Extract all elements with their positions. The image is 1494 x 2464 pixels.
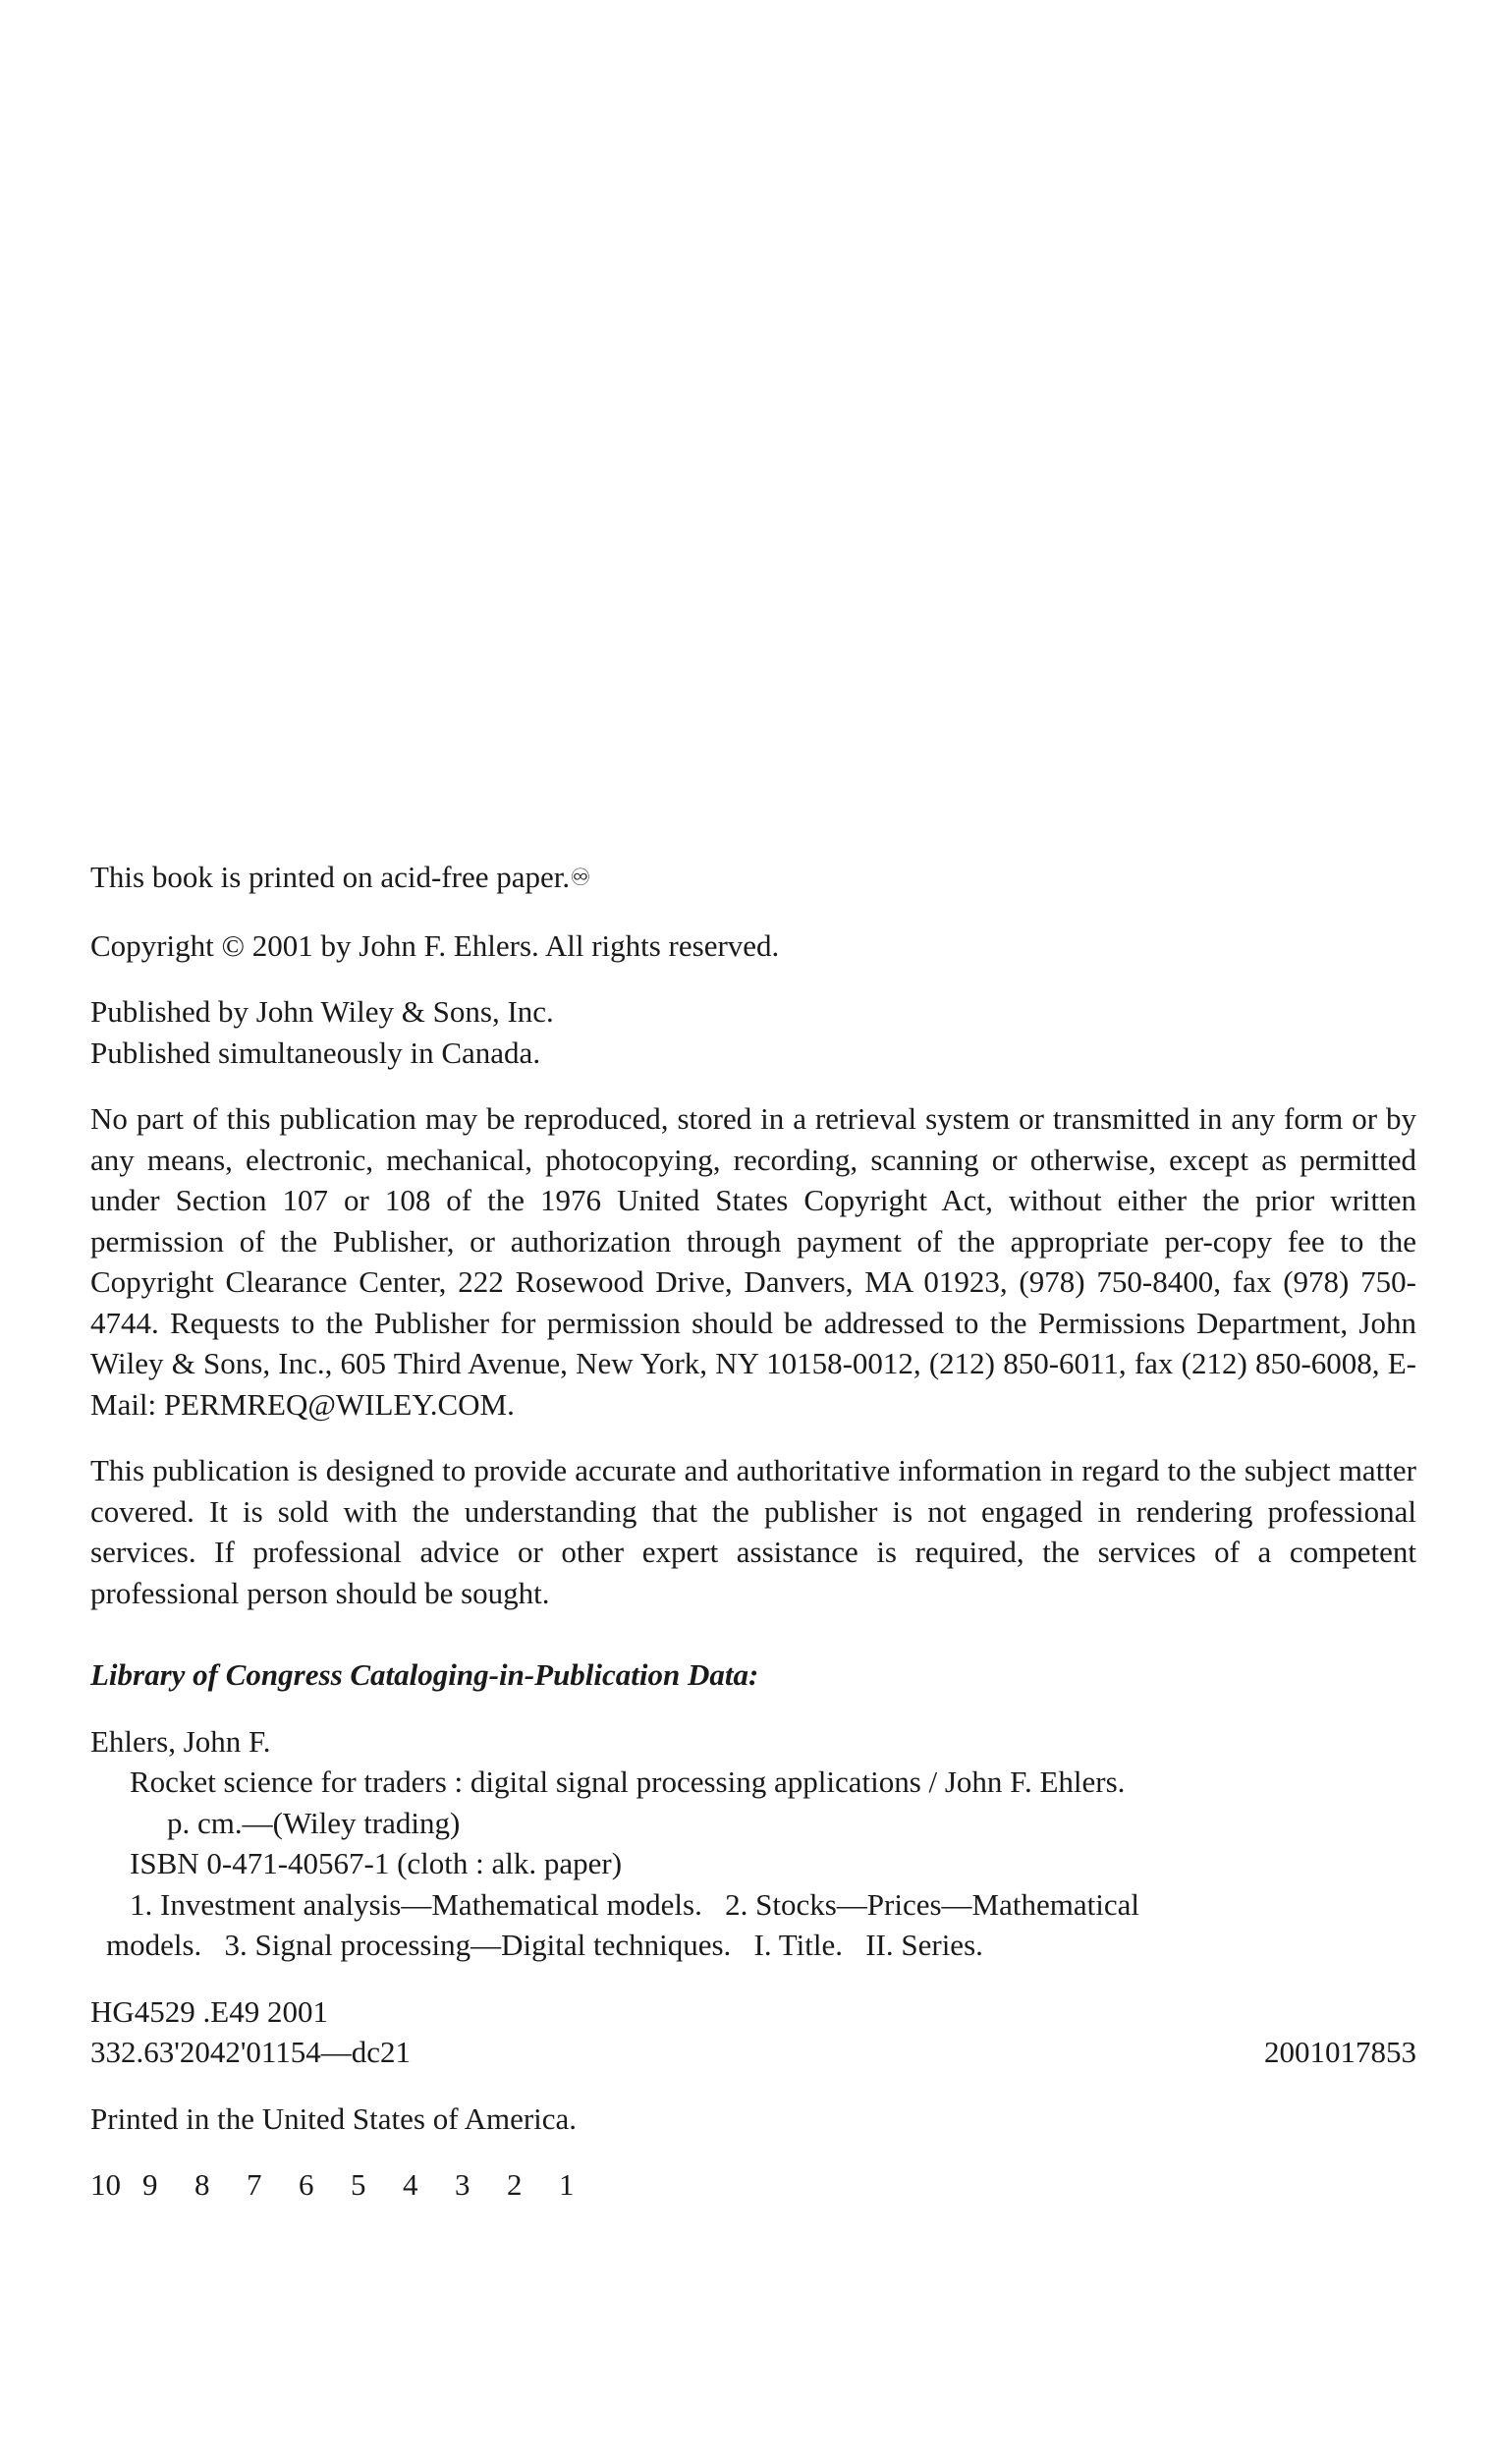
printing-number: 2 — [507, 2167, 523, 2202]
printing-number: 1 — [559, 2167, 575, 2202]
paper-notice: This book is printed on acid-free paper.♾ — [90, 860, 591, 894]
cip-heading: Library of Congress Cataloging-in-Publication Data: — [90, 1657, 759, 1692]
acid-free-paper-icon: ♾ — [570, 866, 591, 891]
cip-author: Ehlers, John F. — [90, 1723, 271, 1759]
printing-number: 4 — [403, 2167, 418, 2202]
cip-subjects-line1: 1. Investment analysis—Mathematical models. 2. Stocks—Prices—Mathematical — [130, 1886, 1139, 1922]
publisher-info — [90, 991, 1416, 1073]
cip-physical: p. cm.—(Wiley trading) — [167, 1805, 461, 1840]
printing-number: 9 — [142, 2167, 158, 2202]
printing-number: 7 — [247, 2167, 262, 2202]
published-canada: Published simultaneously in Canada. — [90, 1035, 541, 1070]
printing-number: 10 — [90, 2167, 121, 2202]
lc-classification: HG4529 .E49 2001 — [90, 1993, 328, 2029]
cip-isbn: ISBN 0-471-40567-1 (cloth : alk. paper) — [130, 1846, 623, 1880]
lccn: 2001017853 — [1264, 2035, 1416, 2069]
dewey-classification: 332.63'2042'01154—dc21 — [90, 2035, 412, 2069]
printing-line — [90, 2164, 1416, 2206]
printing-number: 6 — [299, 2167, 314, 2202]
cip-record — [90, 1721, 1416, 1966]
printed-in: Printed in the United States of America. — [90, 2100, 578, 2136]
disclaimer-paragraph: This publication is designed to provide accurate and authoritative information in regard to the subject matter covered. It is sold with the understanding that the publisher is not engaged in rendering professional services. If professional advice or other expert assistance is required, the services of a competent professional person should be sought. — [90, 1453, 1416, 1610]
cip-subjects-line2: models. 3. Signal processing—Digital techniques. I. Title. II. Series. — [106, 1928, 983, 1962]
permissions-paragraph: No part of this publication may be reproduced, stored in a retrieval system or transmitted in any form or by any means, electronic, mechanical, photocopying, recording, scanning or otherwise, except as permitted under Section 107 or 108 of the 1976 United States Copyright Act, without either the prior written permission of the Publisher, or authorization through payment of the appropriate per-copy fee to the Copyright Clearance Center, 222 Rosewood Drive, Danvers, MA 01923, (978) 750-8400, fax (978) 750-4744. Requests to the Publisher for permission should be addressed to the Permissions Department, John Wiley & Sons, Inc., 605 Third Avenue, New York, NY 10158-0012, (212) 850-6011, fax (212) 850-6008, E-Mail: PERMREQ@WILEY.COM. — [90, 1101, 1416, 1422]
printing-number: 8 — [194, 2167, 210, 2202]
printing-number: 3 — [455, 2167, 470, 2202]
published-by: Published by John Wiley & Sons, Inc. — [90, 994, 554, 1029]
classification — [90, 1991, 1416, 2073]
printing-number: 5 — [351, 2167, 366, 2202]
copyright-notice: Copyright © 2001 by John F. Ehlers. All rights reserved. — [90, 927, 780, 963]
cip-title: Rocket science for traders : digital signal processing applications / John F. Ehlers. — [130, 1764, 1126, 1799]
copyright-page — [90, 857, 1416, 2206]
dewey-row — [90, 2032, 1416, 2073]
